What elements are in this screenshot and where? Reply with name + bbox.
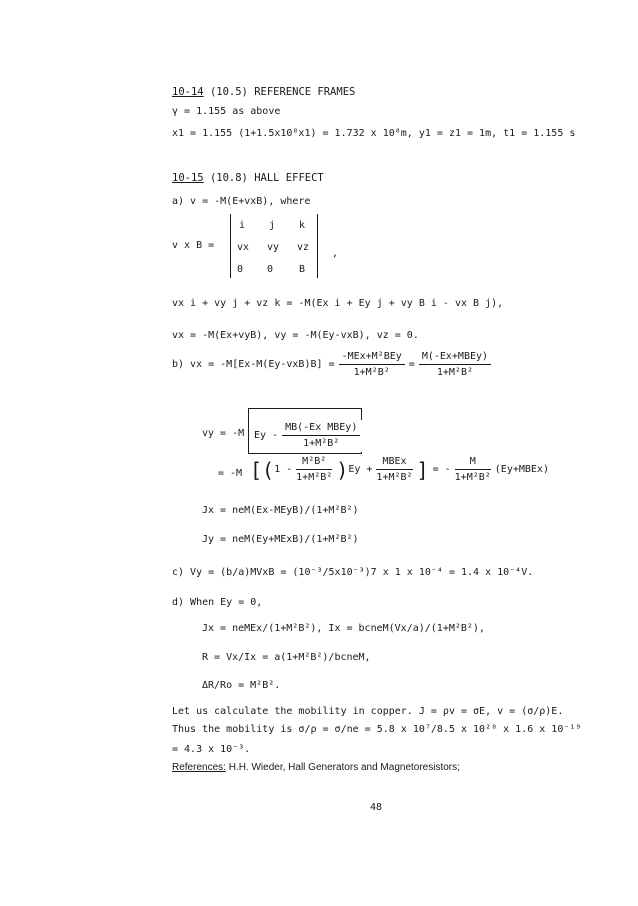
- vy2-expression: [( 1 - $\frac{\text{M²B²}}{\text{1+M²B²}}$ ) Ey + $\frac{\text{MBEx}}{\text{1+M²B²}}$ ] = - $\frac{M}{\text{1+M²B²}}$ (Ey+MBEx): [250, 456, 549, 483]
- vy-lhs: vy = -M: [202, 428, 245, 439]
- fraction: [339, 351, 405, 379]
- comma: ,: [332, 248, 339, 259]
- section-title: (10.5) REFERENCE FRAMES: [209, 86, 356, 98]
- vy2-ey: Ey +: [348, 464, 373, 475]
- denominator: 1+M²B²: [303, 438, 340, 449]
- velocity-line: vx = -M(Ex+vyB), vy = -M(Ey-vxB), vz = 0.: [172, 330, 419, 341]
- denominator: 1+M²B²: [454, 472, 491, 483]
- fraction: [282, 422, 360, 450]
- numerator: M(-Ex+MBEy): [419, 351, 491, 365]
- fraction: [419, 351, 491, 379]
- vy2-lhs: = -M: [218, 468, 243, 479]
- fraction: [376, 456, 412, 484]
- det-cell: i: [239, 220, 246, 231]
- det-cell: vz: [297, 242, 310, 253]
- det-cell: j: [269, 220, 276, 231]
- part-b-lhs: b) vx = -M[Ex-M(Ey-vxB)B] =: [172, 359, 335, 370]
- denominator: 1+M²B²: [353, 367, 390, 378]
- det-cell: 0: [237, 264, 244, 275]
- numerator: M²B²: [296, 456, 332, 470]
- section-number: 10-15: [172, 172, 204, 184]
- denominator: 1+M²B²: [436, 367, 473, 378]
- denominator: 1+M²B²: [296, 472, 333, 483]
- fraction: [455, 456, 491, 484]
- part-c-line: c) Vy = (b/a)MVxB = (10⁻³/5x10⁻³)7 x 1 x 10⁻⁴ = 1.4 x 10⁻⁴V.: [172, 567, 534, 578]
- d-dr-line: ΔR/Ro = M²B².: [202, 680, 281, 691]
- d-r-line: R = Vx/Ix = a(1+M²B²)/bcneM,: [202, 652, 371, 663]
- references-line: [172, 762, 460, 774]
- component-line: vx i + vy j + vz k = -M(Ex i + Ey j + vy B i - vx B j),: [172, 298, 504, 309]
- vy-inner-text: Ey -: [254, 430, 279, 441]
- det-cell: vy: [267, 242, 280, 253]
- vy2-tail: (Ey+MBEx): [494, 464, 549, 475]
- gamma-line: γ = 1.155 as above: [172, 106, 281, 117]
- x1-line: x1 = 1.155 (1+1.5x10⁸x1) = 1.732 x 10⁸m, y1 = z1 = 1m, t1 = 1.155 s: [172, 128, 576, 139]
- section-heading-10-14: [172, 86, 355, 98]
- fraction: [296, 456, 332, 484]
- mobility-line-3: = 4.3 x 10⁻³.: [172, 744, 251, 755]
- references-text: H.H. Wieder, Hall Generators and Magnetoresistors;: [225, 762, 460, 773]
- numerator: -MEx+M²BEy: [339, 351, 405, 365]
- jx-line: Jx = neM(Ex-MEyB)/(1+M²B²): [202, 505, 359, 516]
- part-d-line: d) When Ey = 0,: [172, 597, 263, 608]
- numerator: MB(-Ex MBEy): [282, 422, 360, 436]
- part-a-line: a) v = -M(E+vxB), where: [172, 196, 311, 207]
- part-b-line: b) vx = -M[Ex-M(Ey-vxB)B] = $\frac{\text{-MEx+M²BEy}}{\text{1+M²B²}}$ = $\frac{\text{M(-Ex+MBEy)}}{\text{1+M²B²}}$: [172, 345, 495, 385]
- jy-line: Jy = neM(Ey+MExB)/(1+M²B²): [202, 534, 359, 545]
- determinant: [230, 214, 318, 278]
- det-cell: B: [299, 264, 306, 275]
- d-jx-line: Jx = neMEx/(1+M²B²), Ix = bcneM(Vx/a)/(1+M²B²),: [202, 623, 485, 634]
- det-cell: k: [299, 220, 306, 231]
- section-number: 10-14: [172, 86, 204, 98]
- numerator: M: [455, 456, 491, 470]
- det-cell: 0: [267, 264, 274, 275]
- denominator: 1+M²B²: [376, 472, 413, 483]
- page-number: 48: [370, 802, 383, 813]
- vy-inner: [254, 420, 364, 452]
- numerator: MBEx: [376, 456, 412, 470]
- mobility-line-1: Let us calculate the mobility in copper. J = ρv = σE, v = (σ/ρ)E.: [172, 706, 564, 717]
- vy2-one: 1 -: [274, 464, 293, 475]
- references-label: References:: [172, 762, 226, 773]
- vy2-eq: = -: [432, 464, 451, 475]
- mobility-line-2: Thus the mobility is σ/ρ = σ/ne = 5.8 x 10⁷/8.5 x 10²⁸ x 1.6 x 10⁻¹⁹: [172, 724, 582, 735]
- section-title: (10.8) HALL EFFECT: [209, 172, 324, 184]
- vxb-label: v x B =: [172, 240, 215, 251]
- section-heading-10-15: [172, 172, 324, 184]
- det-cell: vx: [237, 242, 250, 253]
